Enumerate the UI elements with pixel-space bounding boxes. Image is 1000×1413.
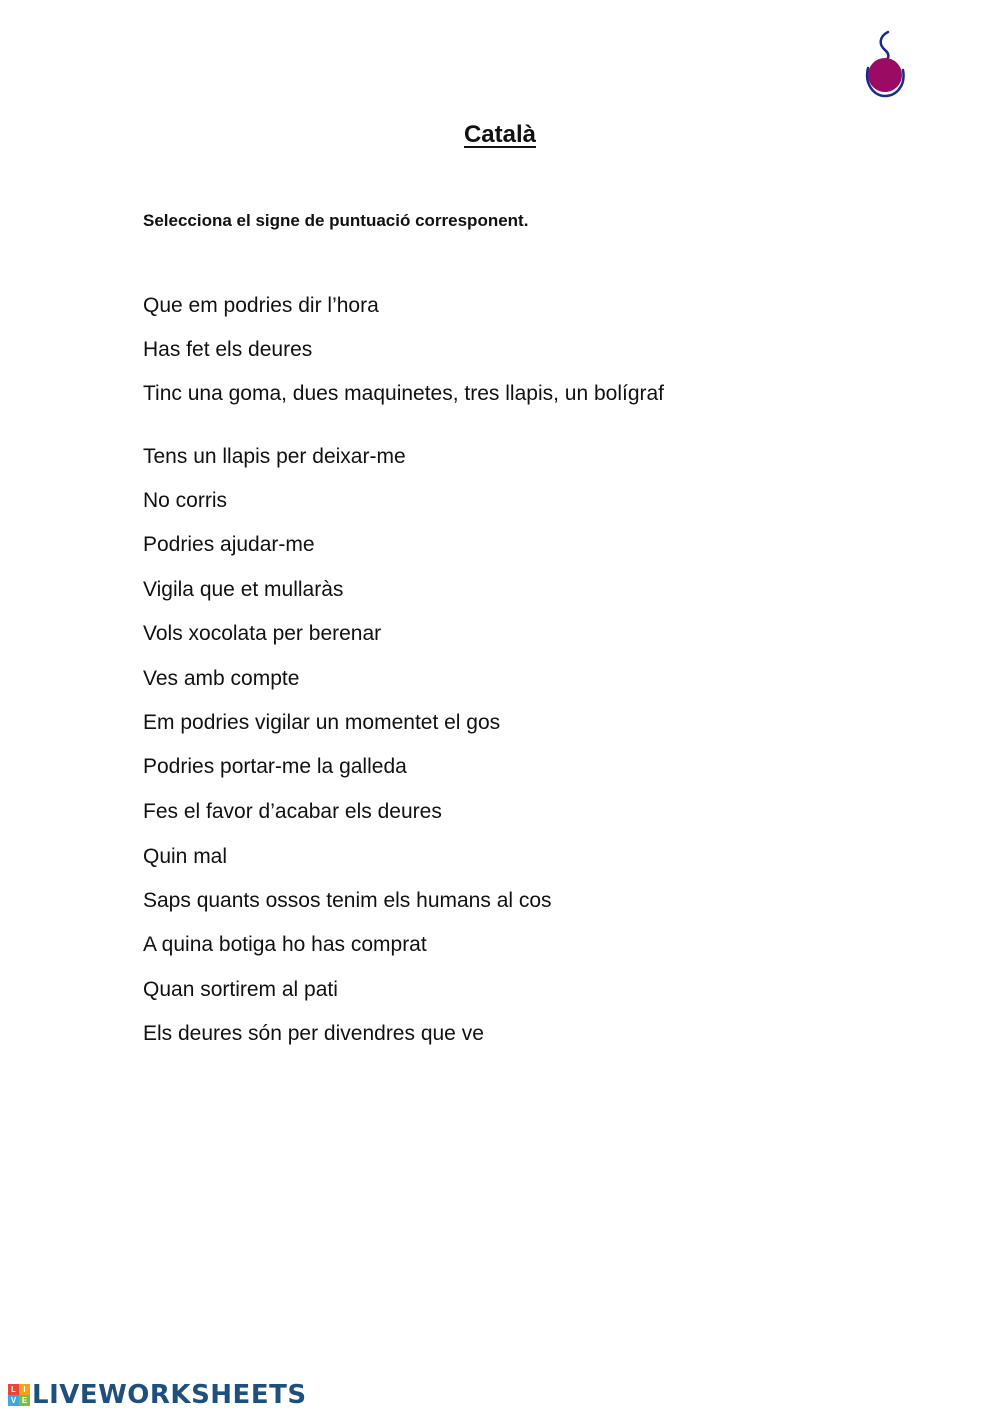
- liveworksheets-logo-icon: L I V E: [8, 1384, 30, 1406]
- sentence-item: Quin mal: [143, 845, 228, 868]
- sentence-item: Tens un llapis per deixar-me: [143, 445, 406, 468]
- sentence-item: Els deures són per divendres que ve: [143, 1022, 484, 1045]
- sentence-item: Que em podries dir l’hora: [143, 294, 379, 317]
- brand-name: LIVEWORKSHEETS: [32, 1380, 307, 1410]
- sentence-item: A quina botiga ho has comprat: [143, 933, 427, 956]
- sentence-item: Fes el favor d’acabar els deures: [143, 800, 442, 823]
- sentence-item: Quan sortirem al pati: [143, 978, 338, 1001]
- sentence-item: Has fet els deures: [143, 338, 313, 361]
- sentence-item: Em podries vigilar un momentet el gos: [143, 711, 501, 734]
- sentence-item: Podries ajudar-me: [143, 533, 315, 556]
- instruction-text: Selecciona el signe de puntuació corresponent.: [143, 211, 529, 230]
- sentence-item: Saps quants ossos tenim els humans al cos: [143, 889, 552, 912]
- sentence-item: Ves amb compte: [143, 667, 300, 690]
- page-title: Català: [463, 121, 537, 148]
- sentence-item: Tinc una goma, dues maquinetes, tres llapis, un bolígraf: [143, 382, 665, 405]
- sentence-item: No corris: [143, 489, 228, 512]
- sentence-item: Vigila que et mullaràs: [143, 578, 344, 601]
- footer-brand[interactable]: [8, 1380, 307, 1410]
- sentence-item: Podries portar-me la galleda: [143, 755, 407, 778]
- sentence-item: Vols xocolata per berenar: [143, 622, 382, 645]
- apple-swirl-logo-icon: [858, 28, 912, 102]
